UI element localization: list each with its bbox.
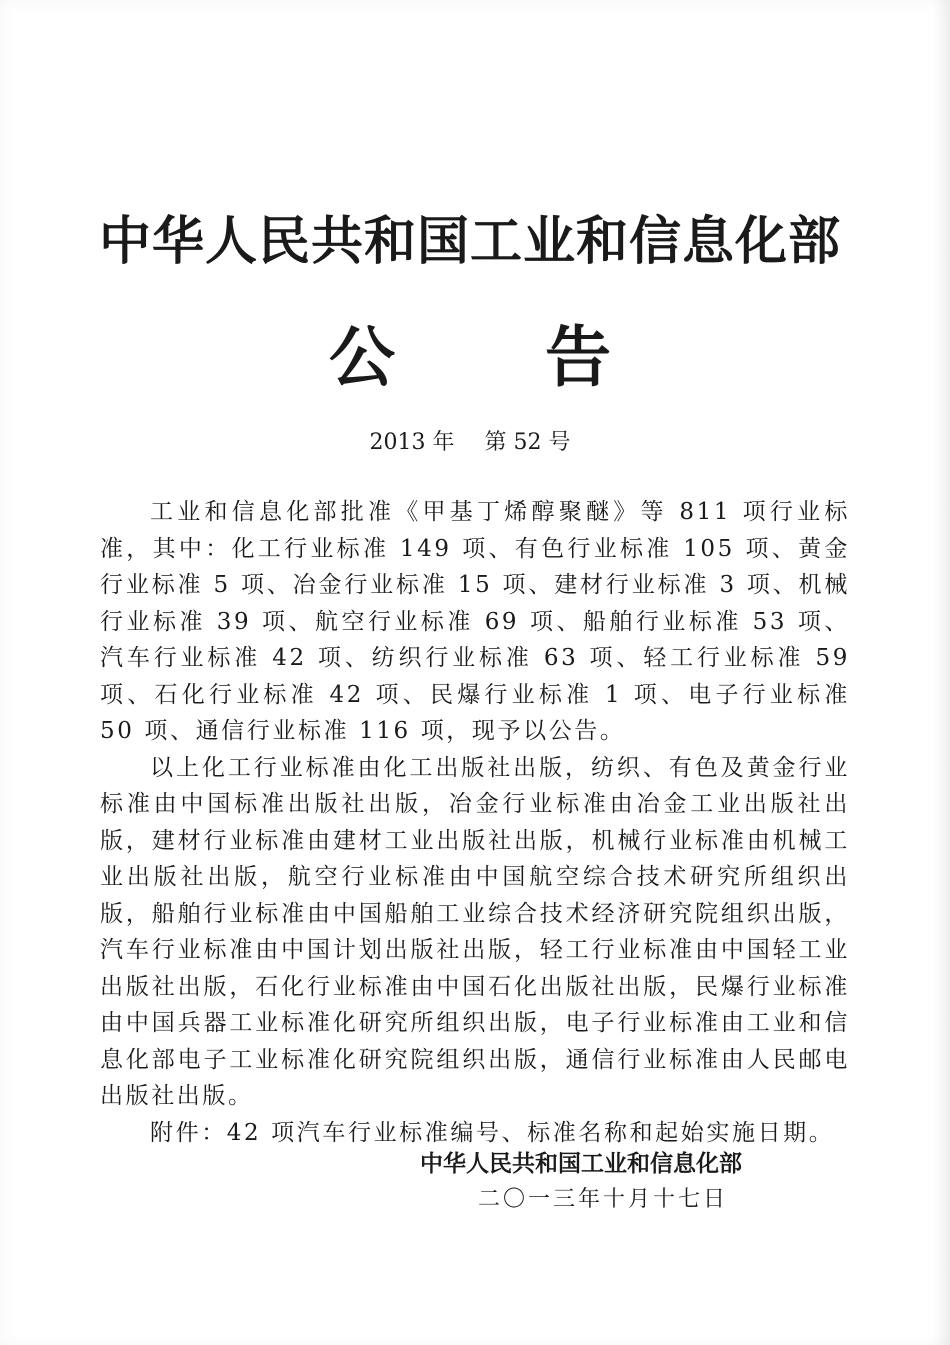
document-number — [0, 428, 940, 458]
issuer-signature: 中华人民共和国工业和信息化部 — [420, 1151, 742, 1177]
ministry-title: 中华人民共和国工业和信息化部 — [98, 212, 841, 272]
paragraph-publishers: 以上化工行业标准由化工出版社出版，纺织、有色及黄金行业标准由中国标准出版社出版，冶金行业标准由冶金工业出版社出版，建材行业标准由建材工业出版社出版，机械行业标准由机械工业出版社出版，航空行业标准由中国航空综合技术研究所组织出版，船舶行业标准由中国船舶工业综合技术经济研究院组织出版，汽车行业标准由中国计划出版社出版，轻工行业标准由中国轻工业出版社出版，石化行业标准由中国石化出版社出版，民爆行业标准由中国兵器工业标准化研究所组织出版，电子行业标准由工业和信息化部电子工业标准化研究院组织出版，通信行业标准由人民邮电出版社出版。 — [100, 754, 850, 1109]
issue-date: 二〇一三年十月十七日 — [478, 1187, 729, 1212]
document-year: 2013 年 — [369, 430, 455, 455]
announcement-body — [100, 494, 850, 1151]
scan-shadow — [932, 0, 950, 1345]
paragraph-approval: 工业和信息化部批准《甲基丁烯醇聚醚》等 811 项行业标准，其中：化工行业标准 149 项、有色行业标准 105 项、黄金行业标准 5 项、冶金行业标准 15 项、建材行业标准 3 项、机械行业标准 39 项、航空行业标准 69 项、船舶行业标准 53 项、汽车行业标准 42 项、纺织行业标准 63 项、轻工行业标准 59 项、石化行业标准 42 项、民爆行业标准 1 项、电子行业标准 50 项、通信行业标准 116 项，现予以公告。 — [100, 499, 850, 744]
document-type-heading: 公告 — [329, 319, 761, 396]
paragraph-attachment: 附件：42 项汽车行业标准编号、标准名称和起始实施日期。 — [150, 1119, 835, 1146]
document-issue-number: 第 52 号 — [484, 430, 571, 455]
